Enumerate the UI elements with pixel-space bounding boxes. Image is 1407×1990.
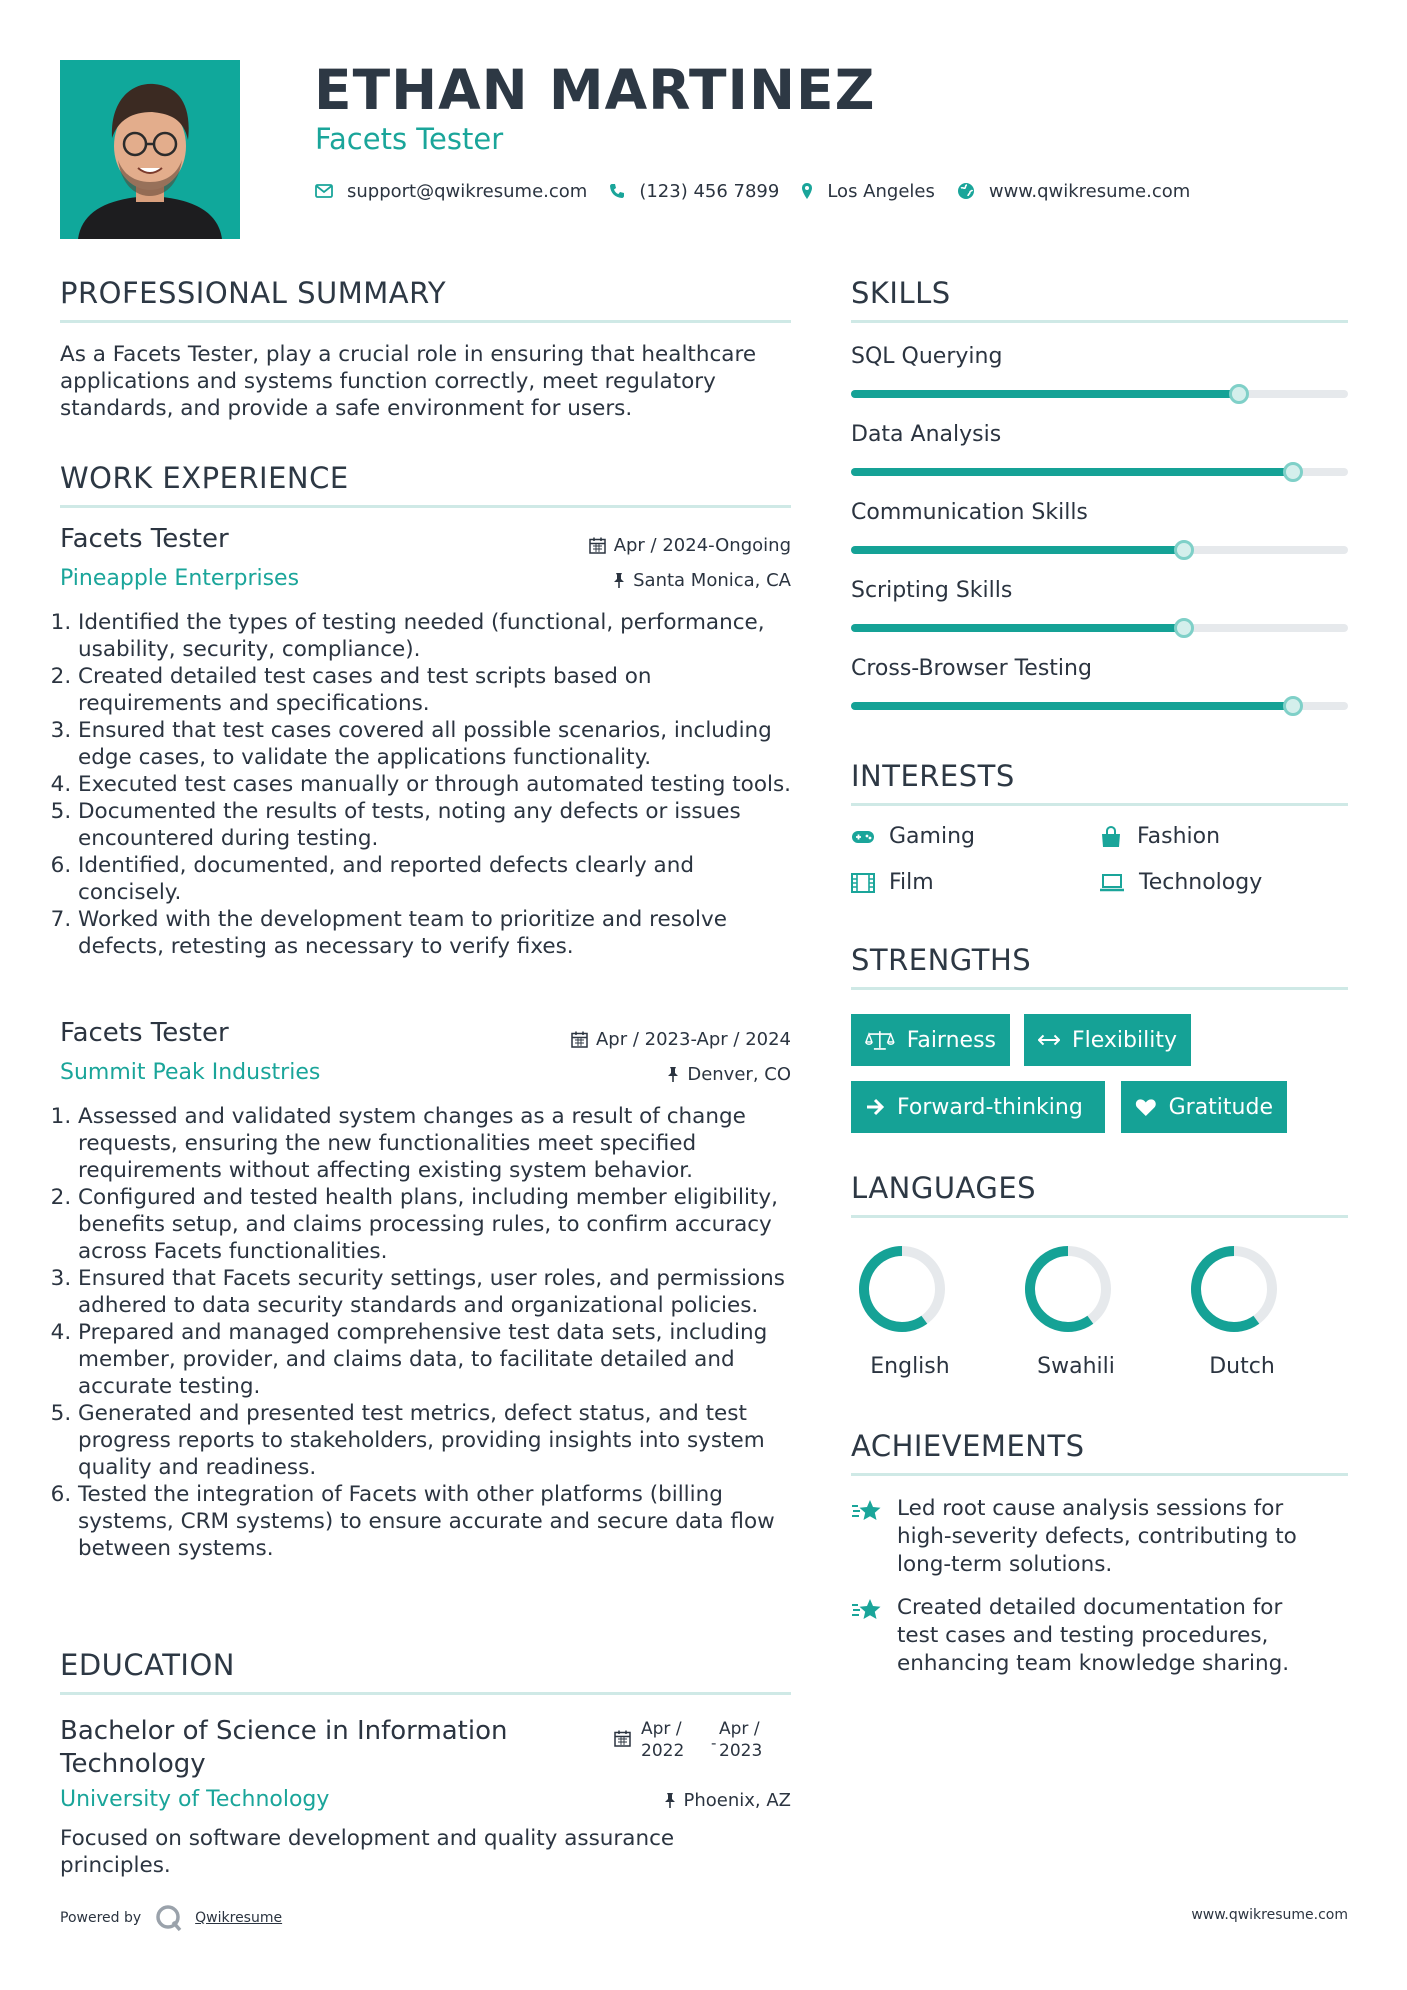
language-ring-fill [1030,1251,1090,1327]
calendar-icon [614,1730,631,1747]
pushpin-icon [613,572,625,589]
job-dates [491,535,791,556]
shooting-star-icon [851,1497,883,1525]
contact-website[interactable] [957,181,1190,202]
skill-label: Data Analysis [851,422,1002,447]
achievements-heading: ACHIEVEMENTS [851,1429,1085,1463]
achievement-item [851,1594,1327,1678]
strength-label: Fairness [906,1027,996,1053]
footer-powered-by [60,1904,282,1932]
contact-email[interactable] [315,181,587,202]
arrow-right-icon [865,1098,885,1116]
skill-bar [851,546,1348,554]
interest-label: Gaming [889,824,975,849]
skills-heading: SKILLS [851,276,951,310]
list-item: 2. Created detailed test cases and test scripts based on requirements and specifications. [78,663,800,717]
skill-label: Cross-Browser Testing [851,656,1092,681]
strength-tag [851,1014,1010,1066]
qwikresume-logo-icon [155,1904,183,1932]
language-ring-fill [864,1251,924,1327]
education-heading: EDUCATION [60,1648,236,1682]
footer-url[interactable]: www.qwikresume.com [1191,1907,1348,1923]
language-ring [857,1244,947,1334]
heart-icon [1135,1097,1157,1118]
strength-tag [1121,1081,1287,1133]
experience-heading: WORK EXPERIENCE [60,461,349,495]
job-responsibilities [60,1103,800,1562]
list-item: 7. Worked with the development team to prioritize and resolve defects, retesting as necessary to verify fixes. [78,906,800,960]
achievements-divider [851,1473,1348,1476]
end-month: Apr / [719,1719,760,1739]
interest-item [1099,870,1262,895]
skill-bar [851,468,1348,476]
start-year: 2022 [641,1741,685,1761]
gamepad-icon [851,829,875,845]
list-item: 6. Tested the integration of Facets with other platforms (billing systems, CRM systems) to ensure accurate and secure data flow between systems. [78,1481,800,1562]
end-year: 2023 [719,1741,763,1761]
contact-bar [315,178,1212,204]
language-label: Swahili [1037,1354,1115,1379]
date-separator: - [711,1734,717,1752]
skill-label: Communication Skills [851,500,1088,525]
interest-label: Technology [1139,870,1263,895]
list-item: 3. Ensured that Facets security settings, user roles, and permissions adhered to data security standards and organizational policies. [78,1265,800,1319]
language-label: English [870,1354,950,1379]
job-location-text: Denver, CO [687,1064,791,1085]
skill-label: SQL Querying [851,344,1003,369]
achievement-text: Led root cause analysis sessions for high-severity defects, contributing to long-term solutions. [897,1496,1297,1577]
summary-heading: PROFESSIONAL SUMMARY [60,276,447,310]
skill-fill [851,624,1184,632]
shopping-bag-icon [1099,826,1123,848]
job-dates-text: Apr / 2023-Apr / 2024 [595,1029,791,1050]
brand-link[interactable]: Qwikresume [195,1910,283,1926]
skill-knob [1283,462,1303,482]
interest-item [1099,824,1220,849]
phone-text: (123) 456 7899 [639,180,780,202]
job-location [491,1064,791,1085]
start-month: Apr / [641,1719,682,1739]
experience-divider [60,505,791,508]
education-location [491,1790,791,1811]
skill-bar [851,624,1348,632]
person-portrait-icon [60,60,240,239]
company-name: Pineapple Enterprises [60,566,300,591]
film-icon [851,873,875,893]
strength-label: Gratitude [1168,1094,1273,1120]
strengths-heading: STRENGTHS [851,943,1032,977]
skill-knob [1174,540,1194,560]
job-location-text: Santa Monica, CA [633,570,791,591]
contact-phone[interactable] [609,181,779,202]
skill-bar [851,390,1348,398]
strength-tag [1024,1014,1191,1066]
profile-photo [60,60,240,239]
calendar-icon [571,1031,588,1048]
email-text: support@qwikresume.com [347,180,588,202]
languages-heading: LANGUAGES [851,1171,1037,1205]
skills-divider [851,320,1348,323]
language-ring [1023,1244,1113,1334]
company-name: Summit Peak Industries [60,1060,321,1085]
education-location-text: Phoenix, AZ [683,1790,791,1811]
interest-label: Fashion [1137,824,1221,849]
list-item: 5. Documented the results of tests, noting any defects or issues encountered during testing. [78,798,800,852]
education-description: Focused on software development and quality assurance principles. [60,1826,675,1878]
skill-fill [851,468,1293,476]
calendar-icon [589,537,606,554]
skill-knob [1283,696,1303,716]
skill-fill [851,702,1293,710]
strength-tag [851,1081,1105,1133]
strength-label: Forward-thinking [897,1094,1083,1120]
list-item: 1. Assessed and validated system changes as a result of change requests, ensuring the new functionalities meet specified requirements without affecting existing system behavior. [78,1103,800,1184]
list-item: 2. Configured and tested health plans, including member eligibility, benefits setup, and claims processing rules, to confirm accuracy across Facets functionalities. [78,1184,800,1265]
list-item: 4. Executed test cases manually or through automated testing tools. [78,771,800,798]
languages-divider [851,1215,1348,1218]
list-item: 5. Generated and presented test metrics, defect status, and test progress reports to stakeholders, providing insights into system quality and readiness. [78,1400,800,1481]
list-item: 3. Ensured that test cases covered all possible scenarios, including edge cases, to validate the applications functionality. [78,717,800,771]
powered-by-label: Powered by [60,1910,142,1926]
pushpin-icon [667,1066,679,1083]
map-pin-icon [801,182,813,200]
school-name: University of Technology [60,1787,330,1812]
language-ring-fill [1196,1251,1256,1327]
arrows-horizontal-icon [1038,1034,1060,1046]
interests-heading: INTERESTS [851,759,1015,793]
skill-knob [1174,618,1194,638]
list-item: 4. Prepared and managed comprehensive test data sets, including member, provider, and claims data, to facilitate detailed and accurate testing. [78,1319,800,1400]
job-location [491,570,791,591]
job-dates [491,1029,791,1050]
strengths-divider [851,987,1348,990]
strength-label: Flexibility [1072,1027,1177,1053]
contact-location [801,181,935,202]
degree-title: Bachelor of Science in Information Technology [60,1716,508,1779]
candidate-name: ETHAN MARTINEZ [314,58,876,122]
website-text: www.qwikresume.com [988,180,1191,202]
shooting-star-icon [851,1596,883,1624]
job-responsibilities [60,609,800,960]
interest-item [851,870,934,895]
skill-fill [851,546,1184,554]
job-title: Facets Tester [60,1018,229,1048]
achievement-item [851,1495,1327,1579]
candidate-title: Facets Tester [315,122,504,156]
achievement-text: Created detailed documentation for test cases and testing procedures, enhancing team knowledge sharing. [897,1595,1290,1676]
interest-label: Film [889,870,934,895]
skill-bar [851,702,1348,710]
skill-label: Scripting Skills [851,578,1013,603]
phone-icon [609,183,625,199]
language-label: Dutch [1209,1354,1275,1379]
job-dates-text: Apr / 2024-Ongoing [613,535,791,556]
laptop-icon [1099,874,1125,892]
skill-knob [1229,384,1249,404]
globe-icon [957,182,975,200]
interest-item [851,824,975,849]
education-dates [614,1718,804,1768]
job-title: Facets Tester [60,524,229,554]
list-item: 1. Identified the types of testing needed (functional, performance, usability, security, compliance). [78,609,800,663]
balance-scale-icon [865,1029,895,1051]
skill-fill [851,390,1239,398]
envelope-icon [315,184,333,198]
education-divider [60,1692,791,1695]
location-text: Los Angeles [827,180,935,202]
pushpin-icon [664,1792,676,1809]
list-item: 6. Identified, documented, and reported defects clearly and concisely. [78,852,800,906]
summary-divider [60,320,791,323]
interests-divider [851,803,1348,806]
summary-text: As a Facets Tester, play a crucial role in ensuring that healthcare applications and systems function correctly, meet regulatory standards, and provide a safe environment for users. [60,342,757,421]
language-ring [1189,1244,1279,1334]
